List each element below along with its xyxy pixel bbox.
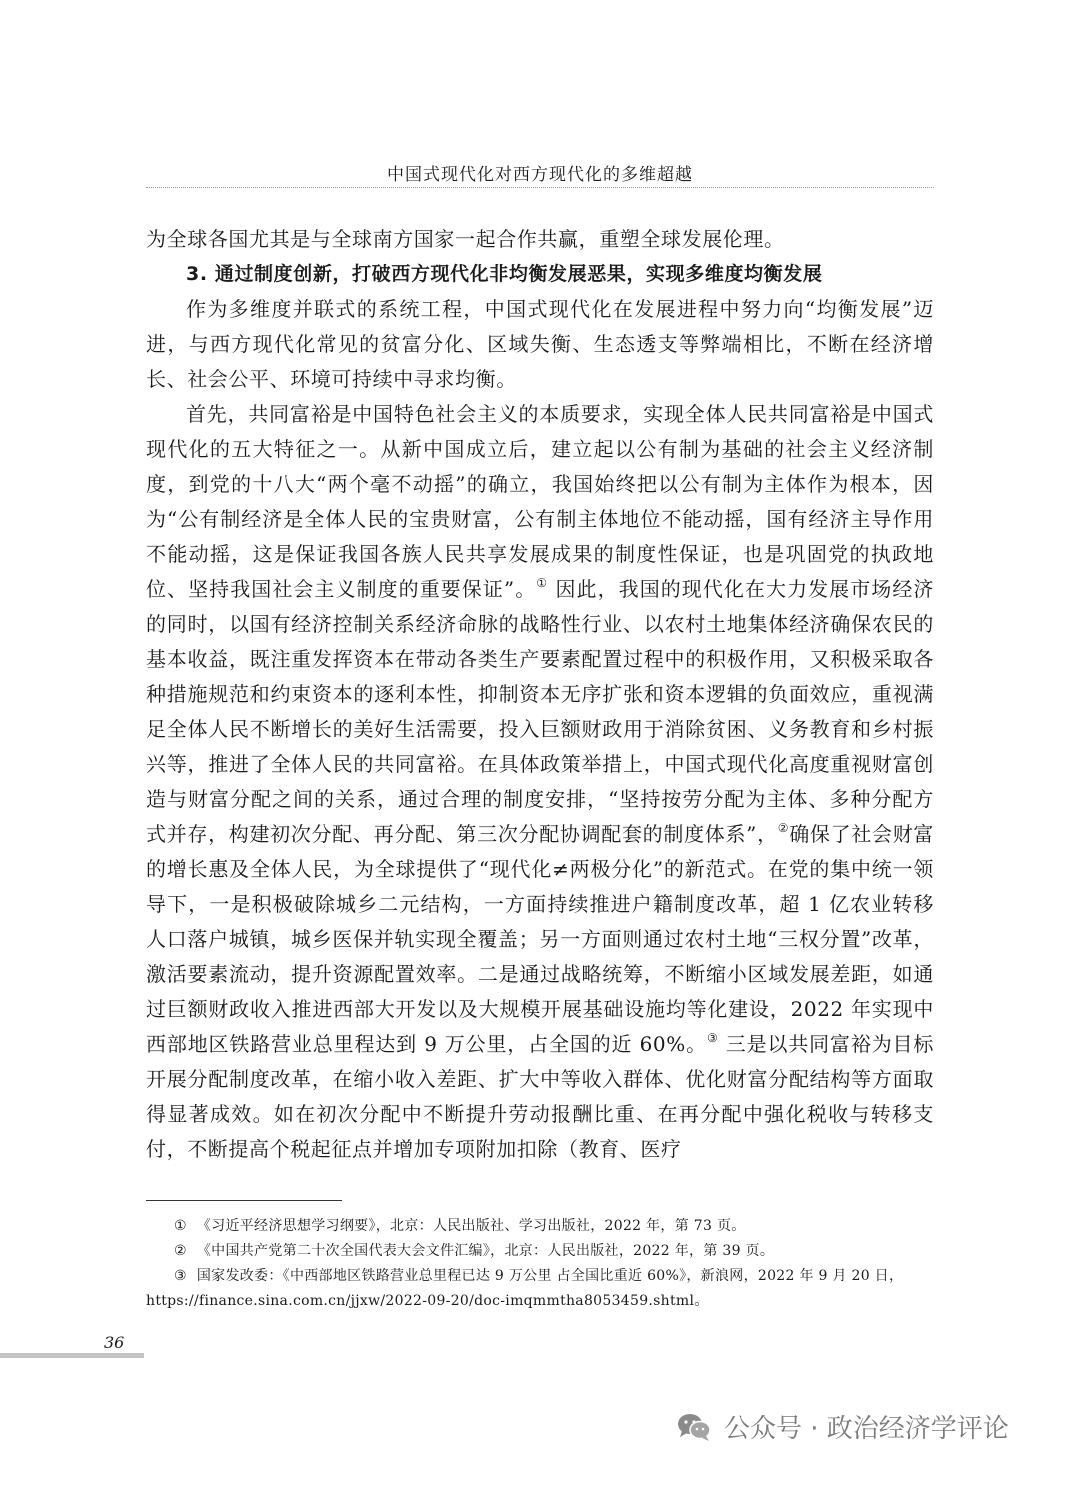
footnote-ref-2[interactable]: ② [777, 821, 790, 835]
page-number: 36 [104, 1333, 125, 1352]
section-heading: 3. 通过制度创新，打破西方现代化非均衡发展恶果，实现多维度均衡发展 [186, 263, 823, 285]
footnote-ref-1[interactable]: ① [536, 576, 549, 590]
watermark [676, 1408, 1009, 1445]
paragraph-1: 作为多维度并联式的系统工程，中国式现代化在发展进程中努力向“均衡发展”迈进，与西方现代化常见的贫富分化、区域失衡、生态透支等弊端相比，不断在经济增长、社会公平、环境可持续中寻求均衡。 [146, 297, 934, 391]
paragraph-2-part-a: 首先，共同富裕是中国特色社会主义的本质要求，实现全体人民共同富裕是中国式现代化的五大特征之一。从新中国成立后，建立起以公有制为基础的社会主义经济制度，到党的十八大“两个毫不动摇”的确立，我国始终把以公有制为主体作为根本，因为“公有制经济是全体人民的宝贵财富，公有制主体地位不能动摇，国有经济主导作用不能动摇，这是保证我国各族人民共享发展成果的制度性保证，也是巩固党的执政地位、坚持我国社会主义制度的重要保证”。 [146, 402, 934, 601]
paragraph-2-part-d: 三是以共同富裕为目标开展分配制度改革，在缩小收入差距、扩大中等收入群体、优化财富分配结构等方面取得显著成效。如在初次分配中不断提升劳动报酬比重、在再分配中强化税收与转移支付，不断提高个税起征点并增加专项附加扣除（教育、医疗 [146, 1032, 934, 1161]
body-text [146, 222, 934, 1167]
footnote-3 [146, 1264, 934, 1314]
page-number-bar [0, 1353, 144, 1358]
watermark-text: 公众号 · 政治经济学评论 [724, 1414, 1009, 1444]
running-head: 中国式现代化对西方现代化的多维超越 [387, 165, 693, 185]
paragraph-2-part-b: 因此，我国的现代化在大力发展市场经济的同时，以国有经济控制关系经济命脉的战略性行业、以农村土地集体经济确保农民的基本收益，既注重发挥资本在带动各类生产要素配置过程中的积极作用，又积极采取各种措施规范和约束资本的逐利本性，抑制资本无序扩张和资本逻辑的负面效应，重视满足全体人民不断增长的美好生活需要，投入巨额财政用于消除贫困、义务教育和乡村振兴等，推进了全体人民的共同富裕。在具体政策举措上，中国式现代化高度重视财富创造与财富分配之间的关系，通过合理的制度安排，“坚持按劳分配为主体、多种分配方式并存，构建初次分配、再分配、第三次分配协调配套的制度体系”， [146, 577, 934, 846]
footnote-2 [146, 1239, 934, 1264]
footnote-ref-3[interactable]: ③ [706, 1031, 719, 1045]
footnotes [146, 1214, 934, 1314]
footnote-text: 《中国共产党第二十次全国代表大会文件汇编》，北京：人民出版社，2022 年，第 39 页。 [196, 1243, 775, 1259]
footnote-mark: ① [174, 1218, 187, 1234]
footnote-text: 国家发改委：《中西部地区铁路营业总里程已达 9 万公里 占全国比重近 60%》，新浪网，2022 年 9 月 20 日，https://finance.sina.com.cn/jjxw/2022-09-20/doc-imqmmtha8053459.shtml。 [146, 1268, 904, 1309]
footnote-1 [146, 1214, 934, 1239]
footnote-mark: ③ [174, 1268, 187, 1284]
paragraph-2-part-c: 确保了社会财富的增长惠及全体人民，为全球提供了“现代化≠两极分化”的新范式。在党的集中统一领导下，一是积极破除城乡二元结构，一方面持续推进户籍制度改革，超 1 亿农业转移人口落户城镇，城乡医保并轨实现全覆盖；另一方面则通过农村土地“三权分置”改革，激活要素流动，提升资源配置效率。二是通过战略统筹，不断缩小区域发展差距，如通过巨额财政收入推进西部大开发以及大规模开展基础设施均等化建设，2022 年实现中西部地区铁路营业总里程达到 9 万公里，占全国的近 60%。 [146, 822, 935, 1056]
footnote-divider [146, 1200, 342, 1201]
footnote-mark: ② [174, 1243, 187, 1259]
paragraph-2 [146, 397, 934, 1167]
wechat-icon [676, 1412, 712, 1442]
header-divider [146, 187, 934, 188]
footnote-text: 《习近平经济思想学习纲要》，北京：人民出版社、学习出版社，2022 年，第 73 页。 [196, 1218, 746, 1234]
paragraph-continued: 为全球各国尤其是与全球南方国家一起合作共赢，重塑全球发展伦理。 [146, 227, 785, 251]
